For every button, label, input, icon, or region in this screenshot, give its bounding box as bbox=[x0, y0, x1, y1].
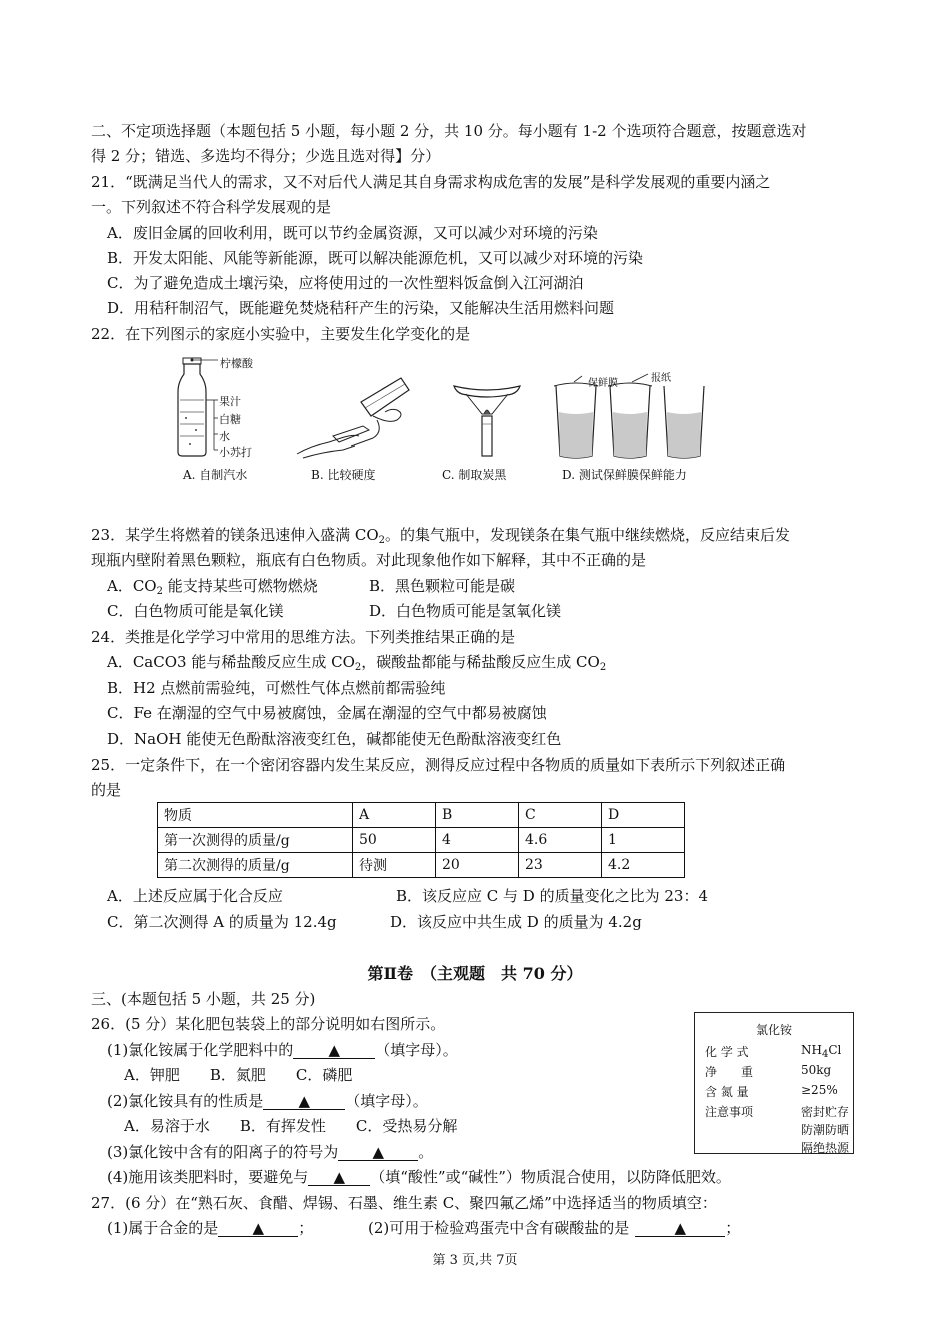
q24-option-c: C．Fe 在潮湿的空气中易被腐蚀，金属在潮湿的空气中都易被腐蚀 bbox=[107, 704, 547, 722]
label-nitrogen-value: ≥25% bbox=[801, 1083, 838, 1097]
q23-option-a: A．$CO_2$ 能支持某些可燃物燃烧 bbox=[107, 577, 318, 597]
label-weight-key: 净 重 bbox=[705, 1065, 754, 1079]
q27-stem: 27．(6 分）在“熟石灰、食醋、焊锡、石墨、维生素 C、聚四氟乙烯”中选择适当的物质填空： bbox=[91, 1194, 717, 1212]
q26-part1-options: A．钾肥 B．氮肥 C．磷肥 bbox=[124, 1066, 353, 1084]
table-header-cell: 物质 bbox=[158, 803, 353, 828]
answer-blank[interactable]: ▲ bbox=[635, 1220, 725, 1237]
q21-option-a: A．废旧金属的回收利用，既可以节约金属资源，又可以减少对环境的污染 bbox=[107, 224, 598, 242]
table-cell: 1 bbox=[602, 828, 685, 853]
fertilizer-label bbox=[694, 1012, 854, 1154]
q25-stem-line1: 25．一定条件下，在一个密闭容器内发生某反应，测得反应过程中各物质的质量如下表所示下列叙述正确 bbox=[91, 756, 786, 774]
fig-a-label-juice: 果汁 bbox=[219, 395, 241, 408]
part2-title: 第Ⅱ卷 （主观题 共 70 分） bbox=[367, 964, 583, 983]
label-weight-value: 50kg bbox=[801, 1063, 832, 1077]
label-notes-key: 注意事项 bbox=[705, 1105, 754, 1119]
fig-a-label-sugar: 白糖 bbox=[219, 413, 241, 426]
q25-option-d: D．该反应中共生成 D 的质量为 4.2g bbox=[390, 913, 642, 931]
q25-option-a: A．上述反应属于化合反应 bbox=[107, 887, 283, 905]
mass-table bbox=[157, 802, 685, 878]
fig-d-label-film: 保鲜膜 bbox=[588, 378, 618, 389]
table-cell: 20 bbox=[436, 853, 519, 878]
hardness-figure bbox=[293, 372, 423, 460]
q26-part3: (3)氯化铵中含有的阳离子的符号为 ▲ 。 bbox=[107, 1143, 434, 1161]
table-cell: 4 bbox=[436, 828, 519, 853]
q24-option-d: D．NaOH 能使无色酚酞溶液变红色，碱都能使无色酚酞溶液变红色 bbox=[107, 730, 562, 748]
label-title: 氯化铵 bbox=[755, 1023, 792, 1037]
fig-a-caption: A. 自制汽水 bbox=[183, 468, 248, 482]
section3-heading: 三、(本题包括 5 小题，共 25 分) bbox=[91, 990, 316, 1008]
answer-blank[interactable]: ▲ bbox=[218, 1220, 298, 1237]
q23-stem-line1: 23．某学生将燃着的镁条迅速伸入盛满 $CO_2$。的集气瓶中，发现镁条在集气瓶中继续燃烧，反应结束后发 bbox=[91, 526, 791, 546]
q26-stem: 26．(5 分）某化肥包装袋上的部分说明如右图所示。 bbox=[91, 1015, 446, 1033]
q26-part1: (1)氯化铵属于化学肥料中的 ▲ （填字母）。 bbox=[107, 1041, 458, 1059]
answer-blank[interactable]: ▲ bbox=[293, 1042, 375, 1059]
fig-d-caption: D. 测试保鲜膜保鲜能力 bbox=[562, 468, 687, 482]
q23-stem-line2: 现瓶内壁附着黑色颗粒，瓶底有白色物质。对此现象他作如下解释，其中不正确的是 bbox=[91, 551, 647, 569]
q27-part1: (1)属于合金的是 ▲ ； bbox=[107, 1219, 314, 1237]
q23-option-c: C．白色物质可能是氧化镁 bbox=[107, 602, 284, 620]
fig-d-label-paper: 报纸 bbox=[651, 373, 671, 384]
table-cell: 4.2 bbox=[602, 853, 685, 878]
section-heading-line2: 得 2 分；错选、多选均不得分；少选且选对得】分） bbox=[91, 147, 441, 165]
q21-stem-line1: 21．“既满足当代人的需求，又不对后代人满足其自身需求构成危害的发展”是科学发展观的重要内涵之 bbox=[91, 173, 771, 191]
q21-option-d: D．用秸秆制沼气，既能避免焚烧秸秆产生的污染，又能解决生活用燃料问题 bbox=[107, 299, 615, 317]
label-note-2: 防潮防晒 bbox=[801, 1123, 850, 1137]
label-note-1: 密封贮存 bbox=[801, 1105, 850, 1119]
carbon-black-figure bbox=[452, 380, 522, 460]
fig-c-caption: C. 制取炭黑 bbox=[442, 468, 507, 482]
table-cell: 第一次测得的质量/g bbox=[158, 828, 353, 853]
q26-part2-options: A．易溶于水 B．有挥发性 C．受热易分解 bbox=[124, 1117, 458, 1135]
table-row bbox=[158, 853, 685, 878]
section-heading-line1: 二、不定项选择题（本题包括 5 小题，每小题 2 分，共 10 分。每小题有 1-2 个选项符合题意，按题意选对 bbox=[91, 122, 807, 140]
q21-option-b: B．开发太阳能、风能等新能源，既可以解决能源危机，又可以减少对环境的污染 bbox=[107, 249, 644, 267]
table-header-cell: D bbox=[602, 803, 685, 828]
q25-option-c: C．第二次测得 A 的质量为 12.4g bbox=[107, 913, 337, 931]
table-header-cell: A bbox=[353, 803, 436, 828]
table-header-cell: C bbox=[519, 803, 602, 828]
label-formula-value: $NH_4Cl$ bbox=[801, 1043, 842, 1060]
answer-blank[interactable]: ▲ bbox=[338, 1144, 418, 1161]
page-number: 第 3 页,共 7页 bbox=[432, 1253, 518, 1268]
beakers-figure bbox=[552, 372, 712, 462]
q26-part2: (2)氯化铵具有的性质是 ▲ （填字母）。 bbox=[107, 1092, 428, 1110]
table-cell: 23 bbox=[519, 853, 602, 878]
table-header-row bbox=[158, 803, 685, 828]
fig-b-caption: B. 比较硬度 bbox=[311, 468, 376, 482]
q27-part2: (2)可用于检验鸡蛋壳中含有碳酸盐的是 ▲ ； bbox=[368, 1219, 741, 1237]
table-row bbox=[158, 828, 685, 853]
fig-a-label-soda: 小苏打 bbox=[219, 446, 252, 459]
q21-option-c: C．为了避免造成土壤污染，应将使用过的一次性塑料饭盒倒入江河湖泊 bbox=[107, 274, 584, 292]
table-cell: 待测 bbox=[353, 853, 436, 878]
q23-option-d: D．白色物质可能是氢氧化镁 bbox=[369, 602, 562, 620]
label-formula-key: 化 学 式 bbox=[705, 1045, 749, 1059]
q24-option-b: B．H2 点燃前需验纯，可燃性气体点燃前都需验纯 bbox=[107, 679, 446, 697]
fig-a-label-water: 水 bbox=[219, 430, 230, 443]
fig-a-top-label: 柠檬酸 bbox=[220, 357, 253, 370]
label-nitrogen-key: 含 氮 量 bbox=[705, 1085, 749, 1099]
table-cell: 4.6 bbox=[519, 828, 602, 853]
q25-stem-line2: 的是 bbox=[91, 781, 122, 799]
label-note-3: 隔绝热源 bbox=[801, 1141, 850, 1155]
answer-blank[interactable]: ▲ bbox=[308, 1169, 370, 1186]
q26-part4: (4)施用该类肥料时，要避免与 ▲ （填“酸性”或“碱性”）物质混合使用，以防降低肥效。 bbox=[107, 1168, 731, 1186]
q25-option-b: B．该反应应 C 与 D 的质量变化之比为 23：4 bbox=[396, 887, 708, 905]
answer-blank[interactable]: ▲ bbox=[263, 1093, 345, 1110]
table-cell: 50 bbox=[353, 828, 436, 853]
table-cell: 第二次测得的质量/g bbox=[158, 853, 353, 878]
q21-stem-line2: 一。下列叙述不符合科学发展观的是 bbox=[91, 198, 332, 216]
q23-option-b: B．黑色颗粒可能是碳 bbox=[369, 577, 516, 595]
q24-option-a: A．CaCO3 能与稀盐酸反应生成 $CO_2$，碳酸盐都能与稀盐酸反应生成 $CO_2$ bbox=[107, 653, 607, 673]
table-header-cell: B bbox=[436, 803, 519, 828]
q24-stem: 24．类推是化学学习中常用的思维方法。下列类推结果正确的是 bbox=[91, 628, 516, 646]
q22-stem: 22．在下列图示的家庭小实验中，主要发生化学变化的是 bbox=[91, 325, 471, 343]
